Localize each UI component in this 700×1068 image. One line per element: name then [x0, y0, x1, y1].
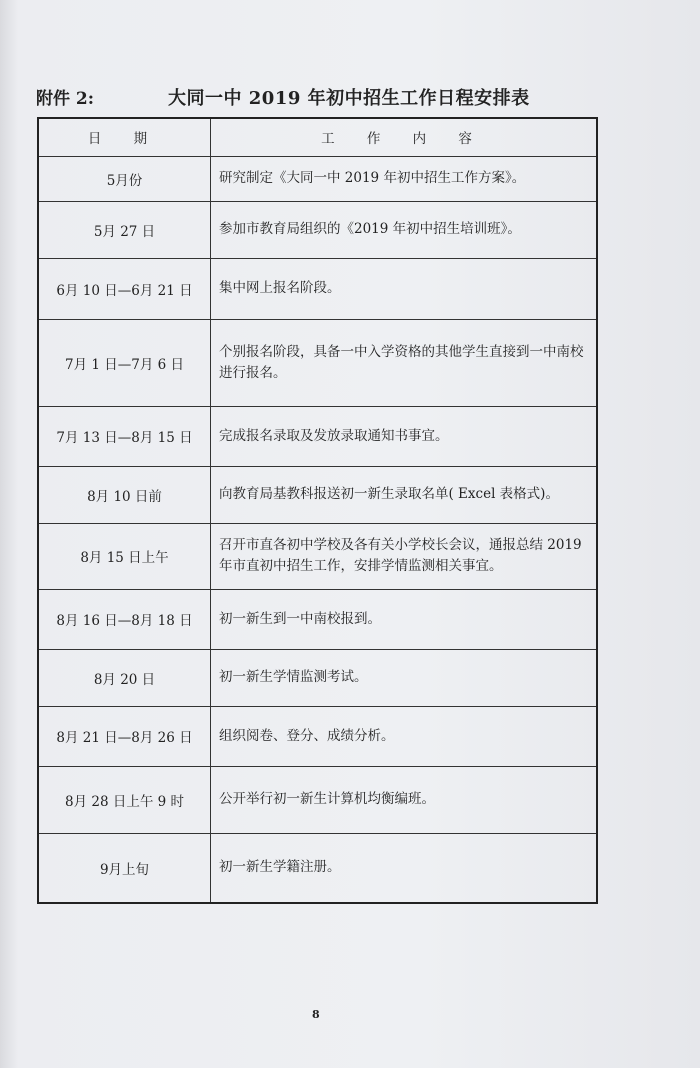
content-cell: 初一新生学籍注册。: [211, 833, 598, 903]
content-cell: 参加市教育局组织的《2019 年初中招生培训班》。: [211, 201, 598, 258]
attachment-label: 附件 2:: [36, 89, 95, 109]
content-cell: 公开举行初一新生计算机均衡编班。: [211, 766, 598, 833]
content-cell: 初一新生学情监测考试。: [211, 649, 598, 706]
content-cell: 向教育局基教科报送初一新生录取名单( Excel 表格式)。: [211, 466, 598, 523]
table-row: [38, 319, 597, 406]
content-cell: 召开市直各初中学校及各有关小学校长会议，通报总结 2019 年市直初中招生工作，安排学情监测相关事宜。: [211, 523, 598, 589]
date-cell: 8月 16 日—8月 18 日: [38, 589, 211, 649]
date-cell: 7月 13 日—8月 15 日: [38, 406, 211, 466]
header-content: 工 作 内 容: [211, 118, 598, 156]
page-number: 8: [312, 1008, 320, 1021]
table-row: [38, 466, 597, 523]
schedule-table: [37, 117, 598, 904]
table-row: [38, 833, 597, 903]
content-cell: 集中网上报名阶段。: [211, 258, 598, 319]
table-row: [38, 649, 597, 706]
date-cell: 5月份: [38, 156, 211, 201]
date-cell: 6月 10 日—6月 21 日: [38, 258, 211, 319]
date-cell: 8月 28 日上午 9 时: [38, 766, 211, 833]
table-row: [38, 766, 597, 833]
table-row: [38, 156, 597, 201]
content-cell: 研究制定《大同一中 2019 年初中招生工作方案》。: [211, 156, 598, 201]
table-row: [38, 258, 597, 319]
table-row: [38, 589, 597, 649]
header-date: 日 期: [38, 118, 211, 156]
date-cell: 8月 15 日上午: [38, 523, 211, 589]
table-row: [38, 201, 597, 258]
page-title: 大同一中 2019 年初中招生工作日程安排表: [168, 88, 530, 109]
date-cell: 8月 10 日前: [38, 466, 211, 523]
date-cell: 8月 20 日: [38, 649, 211, 706]
content-cell: 组织阅卷、登分、成绩分析。: [211, 706, 598, 766]
date-cell: 7月 1 日—7月 6 日: [38, 319, 211, 406]
content-cell: 完成报名录取及发放录取通知书事宜。: [211, 406, 598, 466]
table-row: [38, 523, 597, 589]
date-cell: 5月 27 日: [38, 201, 211, 258]
date-cell: 9月上旬: [38, 833, 211, 903]
table-row: [38, 406, 597, 466]
date-cell: 8月 21 日—8月 26 日: [38, 706, 211, 766]
content-cell: 初一新生到一中南校报到。: [211, 589, 598, 649]
content-cell: 个别报名阶段，具备一中入学资格的其他学生直接到一中南校进行报名。: [211, 319, 598, 406]
table-row: [38, 706, 597, 766]
table-header-row: [38, 118, 597, 156]
